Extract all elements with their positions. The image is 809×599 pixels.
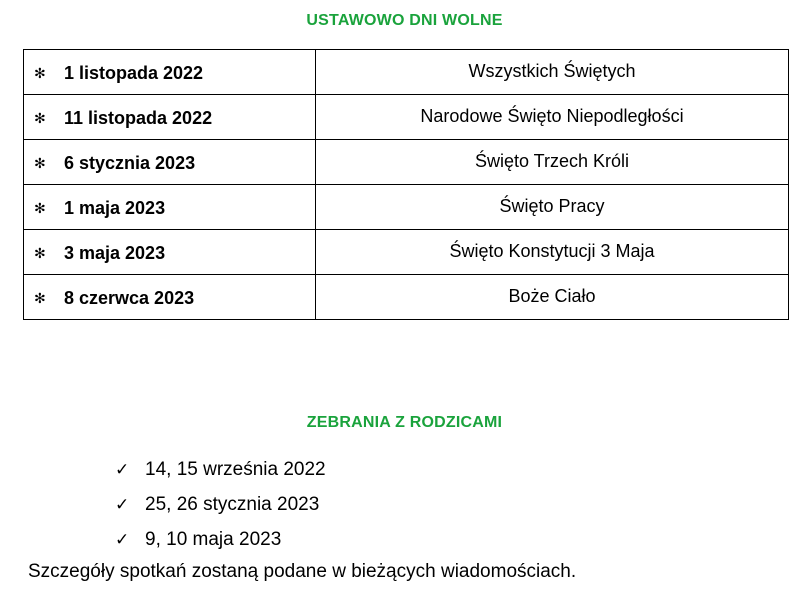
holiday-date: 6 stycznia 2023 — [64, 152, 196, 173]
holiday-name: Boże Ciało — [508, 286, 596, 306]
holiday-date: 8 czerwca 2023 — [64, 287, 195, 308]
holiday-name-cell — [316, 95, 789, 140]
asterisk-icon: ✻ — [34, 289, 46, 306]
holidays-table — [23, 49, 789, 320]
holiday-date-cell — [24, 95, 316, 140]
table-row — [24, 185, 789, 230]
meeting-date: 9, 10 maja 2023 — [145, 529, 282, 550]
holiday-name: Święto Trzech Króli — [474, 151, 630, 171]
holiday-date: 1 listopada 2022 — [64, 62, 204, 83]
asterisk-icon: ✻ — [34, 244, 46, 261]
checkmark-icon: ✓ — [115, 460, 130, 479]
holidays-title: USTAWOWO DNI WOLNE — [306, 12, 503, 29]
meetings-note: Szczegóły spotkań zostaną podane w bieżących wiadomościach. — [28, 561, 577, 582]
holiday-date-cell — [24, 185, 316, 230]
holiday-name-cell — [316, 185, 789, 230]
holiday-name-cell — [316, 275, 789, 320]
meetings-title: ZEBRANIA Z RODZICAMI — [306, 414, 503, 431]
list-item — [0, 456, 326, 491]
table-row — [24, 95, 789, 140]
holiday-date-cell — [24, 230, 316, 275]
asterisk-icon: ✻ — [34, 64, 46, 81]
list-item — [0, 491, 326, 526]
holiday-date: 3 maja 2023 — [64, 242, 166, 263]
list-item — [0, 526, 326, 561]
holiday-name: Święto Konstytucji 3 Maja — [449, 241, 655, 261]
holiday-name: Święto Pracy — [499, 196, 605, 216]
checkmark-icon: ✓ — [115, 530, 130, 549]
holiday-name: Narodowe Święto Niepodległości — [420, 106, 684, 126]
holiday-name-cell — [316, 140, 789, 185]
asterisk-icon: ✻ — [34, 199, 46, 216]
holiday-name: Wszystkich Świętych — [468, 61, 636, 81]
meeting-date: 14, 15 września 2022 — [145, 459, 326, 480]
holiday-date-cell — [24, 140, 316, 185]
holiday-date: 1 maja 2023 — [64, 197, 166, 218]
meetings-list — [0, 456, 326, 561]
holiday-name-cell — [316, 50, 789, 95]
meeting-date: 25, 26 stycznia 2023 — [145, 494, 320, 515]
asterisk-icon: ✻ — [34, 154, 46, 171]
table-row — [24, 140, 789, 185]
holiday-date: 11 listopada 2022 — [64, 107, 213, 128]
table-row — [24, 230, 789, 275]
table-row — [24, 50, 789, 95]
asterisk-icon: ✻ — [34, 109, 46, 126]
checkmark-icon: ✓ — [115, 495, 130, 514]
holiday-date-cell — [24, 275, 316, 320]
holiday-name-cell — [316, 230, 789, 275]
table-row — [24, 275, 789, 320]
holiday-date-cell — [24, 50, 316, 95]
